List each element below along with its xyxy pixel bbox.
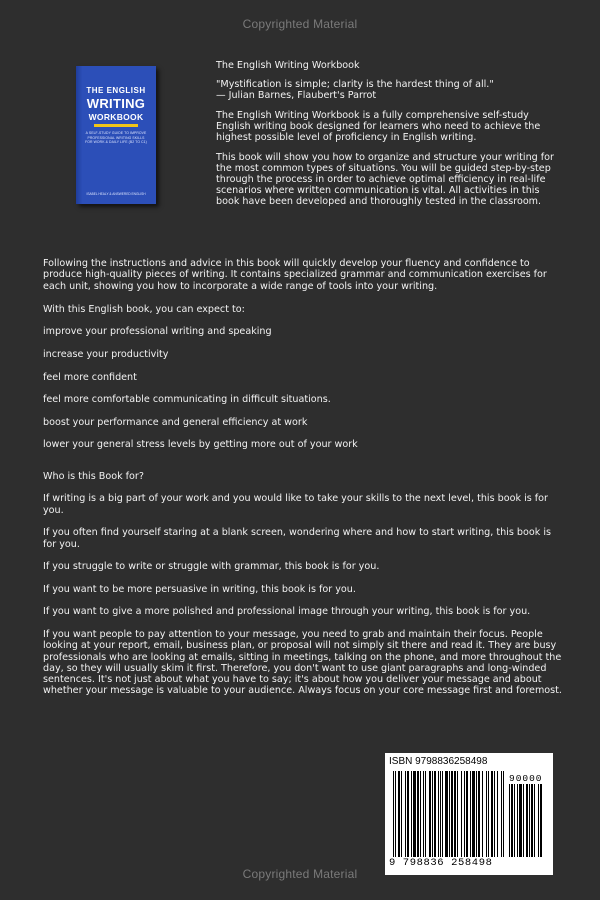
- isbn-label: ISBN 9798836258498: [389, 756, 488, 767]
- barcode-bar: [466, 771, 468, 857]
- copyright-watermark-top: Copyrighted Material: [242, 17, 358, 31]
- barcode-bar: [398, 771, 400, 857]
- barcode-bar: [457, 771, 458, 857]
- cover-subtitle: A SELF-STUDY GUIDE TO IMPROVE PROFESSIONAL WRITING SKILLS FOR WORK & DAILY LIFE (B2 TO C1): [85, 131, 147, 145]
- barcode-bar: [509, 784, 510, 857]
- copyright-watermark-bottom: Copyrighted Material: [242, 867, 358, 881]
- barcode-addon-digits: 90000: [509, 773, 543, 784]
- upper-description: [216, 60, 556, 216]
- barcode-bar: [442, 771, 443, 857]
- who-item: If writing is a big part of your work and you would like to take your skills to the next level, this book is for you.: [43, 493, 548, 516]
- barcode-bar: [476, 771, 477, 857]
- description-paragraph-1: The English Writing Workbook is a fully comprehensive self-study English writing book designed for learners who need to achieve the highest possible level of proficiency in English writing.: [216, 110, 541, 143]
- barcode-bar: [411, 771, 412, 857]
- barcode-bar: [449, 771, 450, 857]
- epigraph: [216, 79, 556, 101]
- barcode-bar: [429, 771, 431, 857]
- ean-digits: 9 798836 258498: [389, 857, 493, 869]
- barcode-bar: [405, 771, 406, 857]
- barcode-bar: [494, 771, 495, 857]
- barcode-bar: [445, 771, 448, 857]
- book-title: The English Writing Workbook: [216, 60, 360, 71]
- barcode-bar: [393, 771, 394, 857]
- barcode-bar: [401, 771, 402, 857]
- who-item: If you want to give a more polished and professional image through your writing, this book is for you.: [43, 606, 531, 618]
- barcode-bar: [497, 771, 498, 857]
- barcode-bar: [461, 771, 462, 857]
- intro-paragraph: Following the instructions and advice in this book will quickly develop your fluency and confidence to produce high-quality pieces of writing. It contains specialized grammar and communication exercises for each unit, showing you how to incorporate a wide range of tools into your writing.: [43, 258, 547, 292]
- barcode-bar: [454, 771, 456, 857]
- barcode-bar: [523, 784, 524, 857]
- barcode-bar: [413, 771, 416, 857]
- barcode-bar: [432, 771, 433, 857]
- barcode-bar: [423, 771, 424, 857]
- barcode-bar: [434, 771, 436, 857]
- who-item: If you struggle to write or struggle with grammar, this book is for you.: [43, 561, 380, 573]
- benefit-item: increase your productivity: [43, 349, 169, 361]
- barcode-bar: [534, 784, 535, 857]
- barcode-bar: [531, 784, 533, 857]
- barcode-bar: [529, 784, 530, 857]
- book-cover-thumbnail: [76, 66, 156, 204]
- barcode-bar: [511, 784, 513, 857]
- barcode-bar: [478, 771, 480, 857]
- cover-title-line2: WRITING: [86, 96, 146, 111]
- benefit-item: feel more comfortable communicating in difficult situations.: [43, 394, 331, 406]
- barcode-bar: [438, 771, 439, 857]
- epigraph-author: — Julian Barnes, Flaubert's Parrot: [216, 90, 377, 101]
- barcode-bar: [538, 784, 539, 857]
- barcode-bar: [491, 771, 493, 857]
- barcode-bar: [482, 771, 483, 857]
- cover-title-line3: WORKBOOK: [88, 112, 144, 122]
- barcode-bar: [472, 771, 475, 857]
- barcode-bar: [395, 771, 396, 857]
- barcode-bar: [540, 784, 542, 857]
- barcode-bar: [488, 771, 489, 857]
- who-item: If you often find yourself staring at a blank screen, wondering where and how to start writing, this book is for you.: [43, 527, 551, 550]
- who-heading: Who is this Book for?: [43, 470, 144, 482]
- ean13-barcode-bars: [393, 771, 505, 857]
- benefit-item: improve your professional writing and speaking: [43, 326, 272, 338]
- barcode-bar: [514, 784, 515, 857]
- barcode-bar: [501, 771, 502, 857]
- barcode-bar: [417, 771, 419, 857]
- barcode-bar: [470, 771, 471, 857]
- main-description: [43, 258, 563, 697]
- isbn-barcode: [385, 753, 553, 875]
- barcode-bar: [440, 771, 441, 857]
- barcode-bar: [464, 771, 465, 857]
- barcode-bar: [519, 784, 522, 857]
- addon-barcode-bars: [509, 784, 547, 857]
- barcode-bar: [407, 771, 409, 857]
- expect-heading: With this English book, you can expect to:: [43, 303, 245, 315]
- benefit-item: boost your performance and general efficiency at work: [43, 416, 308, 428]
- barcode-bar: [420, 771, 421, 857]
- benefit-item: feel more confident: [43, 371, 137, 383]
- benefit-item: lower your general stress levels by getting more out of your work: [43, 439, 358, 451]
- epigraph-quote: "Mystification is simple; clarity is the hardest thing of all.": [216, 79, 494, 90]
- description-paragraph-2: This book will show you how to organize and structure your writing for the most common types of situations. You will be guided step-by-step through the process in order to achieve optimal efficiency in real-life scenarios where written communication is vital. All activities in this book have been developed and thoroughly tested in the classroom.: [216, 152, 554, 207]
- barcode-bar: [451, 771, 453, 857]
- closing-paragraph: If you want people to pay attention to your message, you need to grab and maintain their focus. People looking at your report, email, business plan, or proposal will not simply sit there and read it. They are busy professionals who are looking at emails, sitting in meetings, talking on the phone, and more throughout the day, so they will usually skim it first. Therefore, you don't want to use giant paragraphs and long-winded sentences. It's not just about what you have to say; it's about how you deliver your message and about whether your message is valuable to your audience. Always focus on your core message first and foremost.: [43, 628, 562, 697]
- barcode-bar: [503, 771, 504, 857]
- barcode-bar: [517, 784, 518, 857]
- barcode-bar: [486, 771, 487, 857]
- barcode-bar: [526, 784, 528, 857]
- cover-title-line1: THE ENGLISH: [86, 86, 146, 95]
- who-item: If you want to be more persuasive in writing, this book is for you.: [43, 583, 356, 595]
- barcode-bar: [425, 771, 426, 857]
- cover-accent-stripe: [94, 124, 138, 127]
- cover-author: ISABEL HEALY & ANSWERED ENGLISH: [86, 192, 146, 196]
